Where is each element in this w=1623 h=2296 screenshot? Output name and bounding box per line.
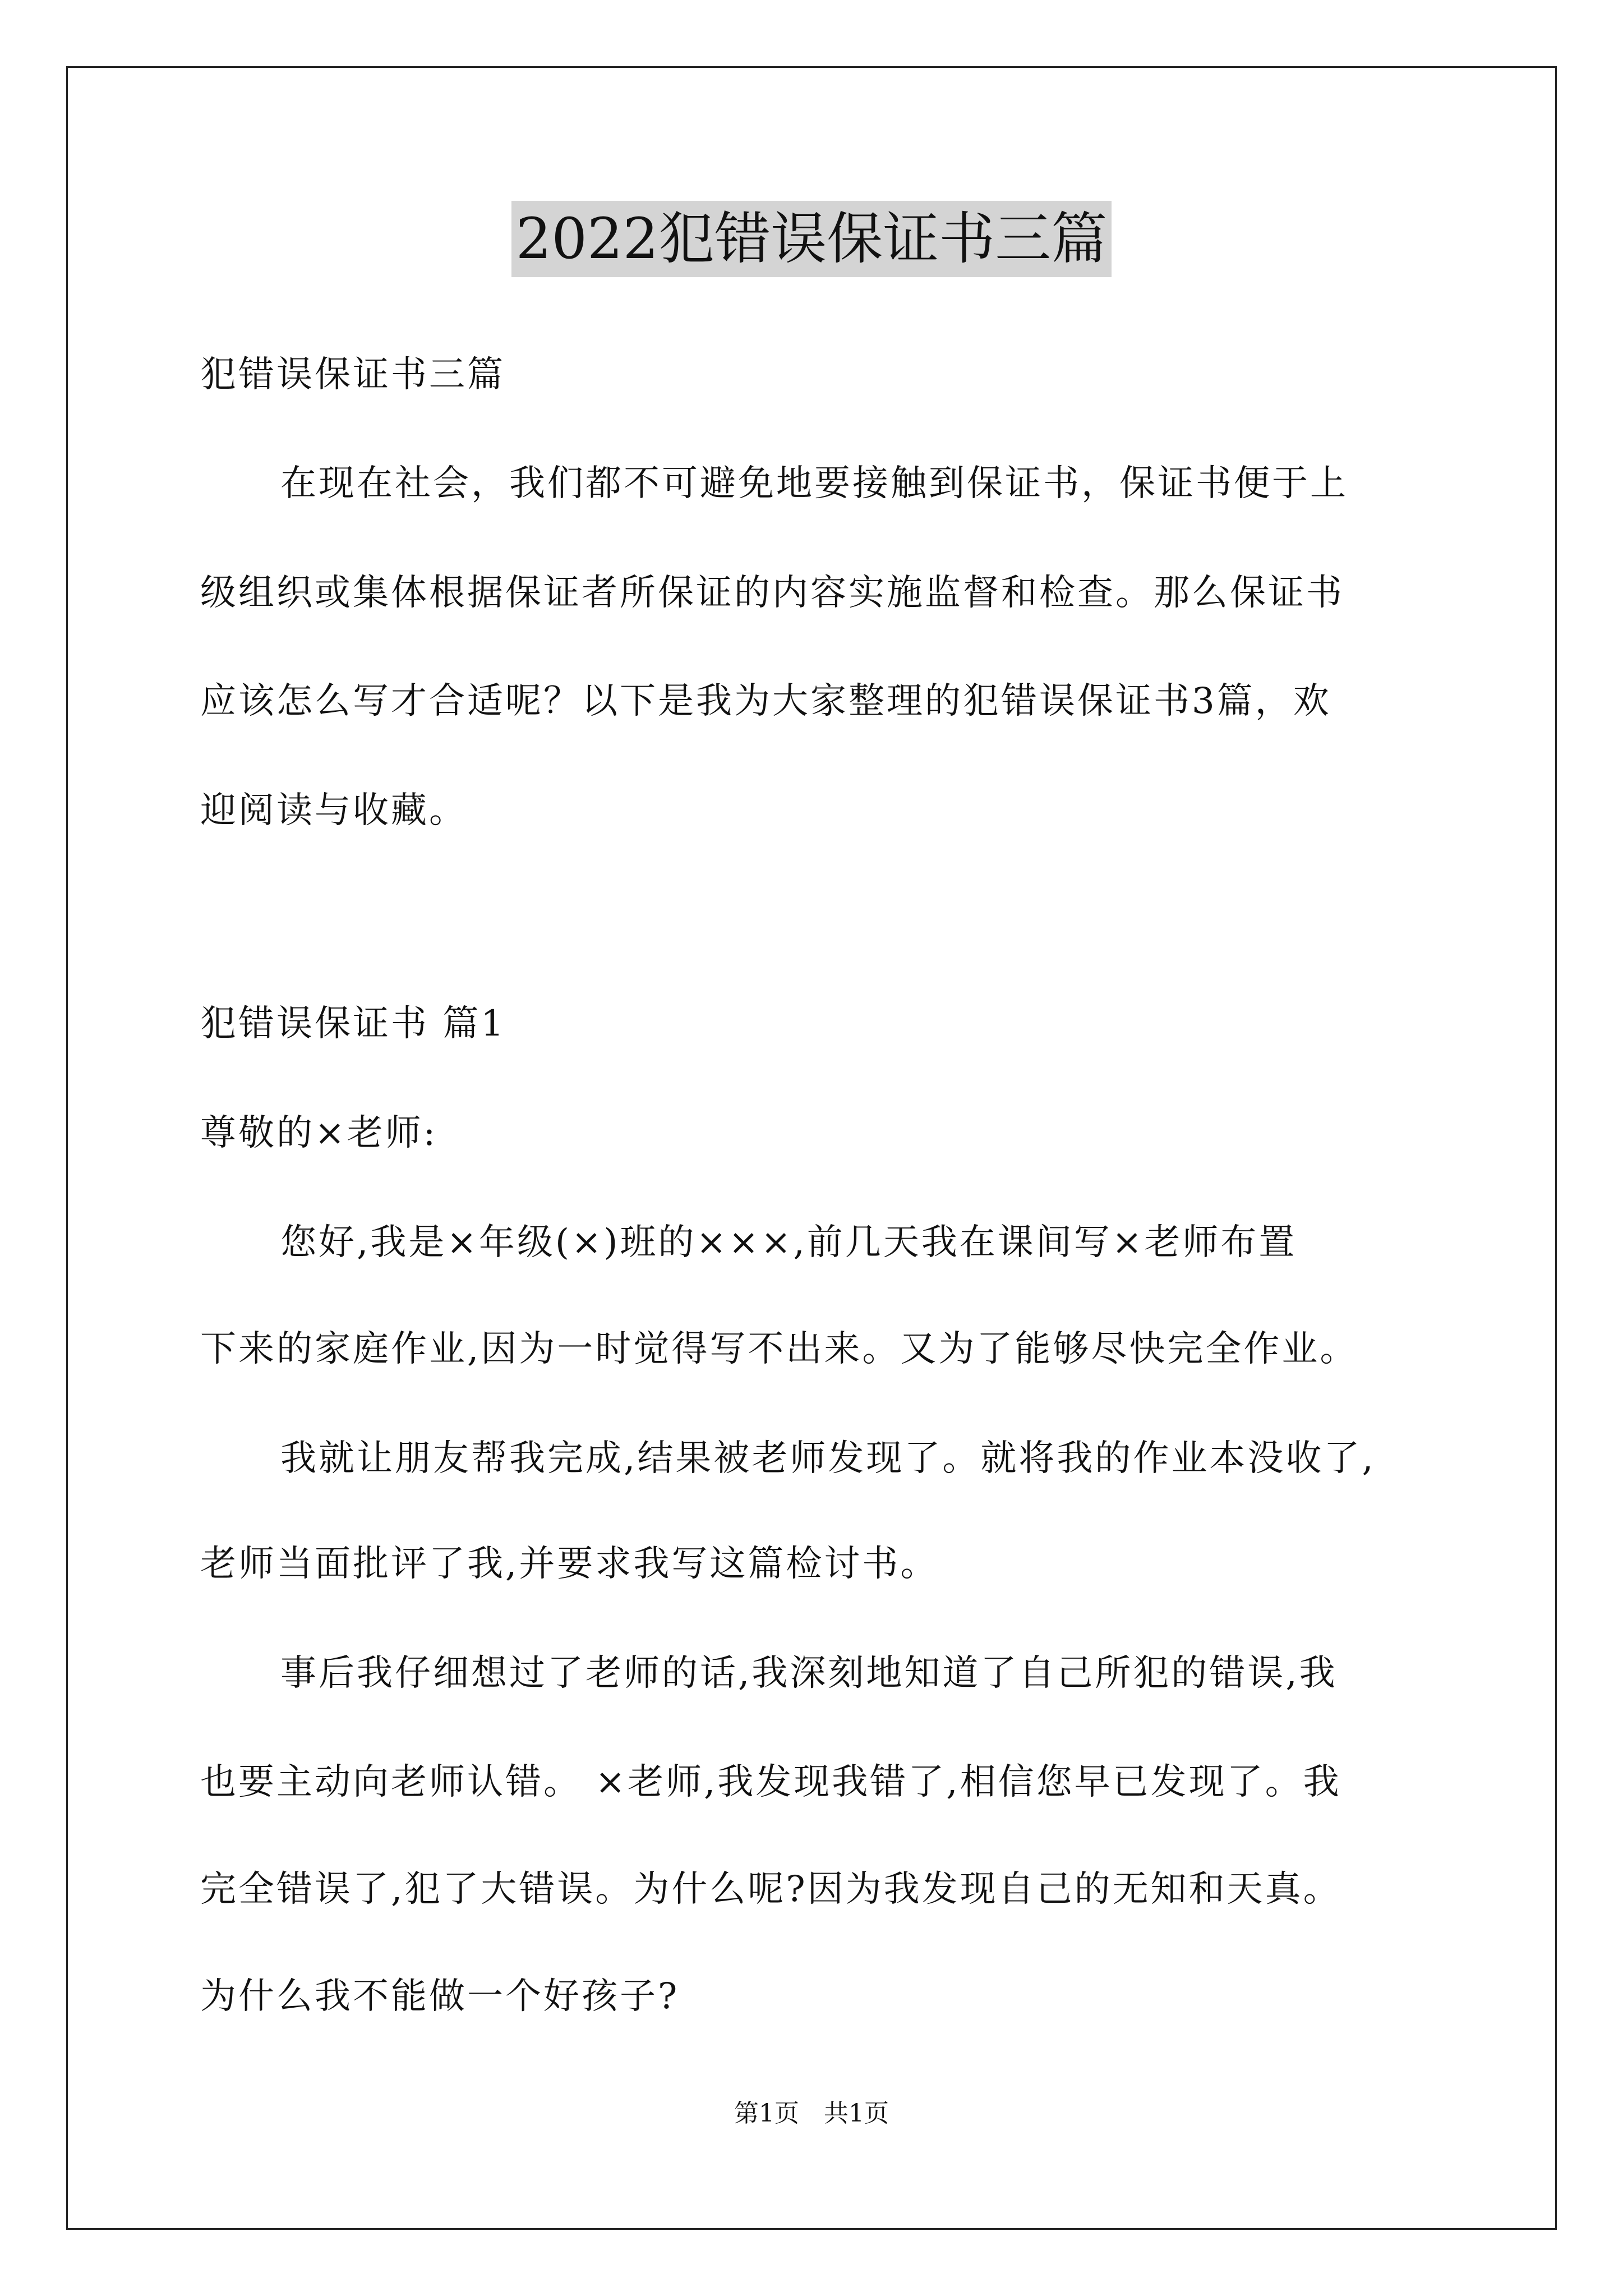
body-line: 老师当面批评了我,并要求我写这篇检讨书。 (200, 1543, 939, 1585)
body-line: 我就让朋友帮我完成,结果被老师发现了。就将我的作业本没收了, (280, 1438, 1376, 1479)
body-line: 迎阅读与收藏。 (200, 790, 467, 831)
section-heading: 犯错误保证书 篇1 (200, 1003, 506, 1045)
page-number-footer: 第1页 共1页 (734, 2099, 889, 2128)
body-line: 完全错误了,犯了大错误。为什么呢?因为我发现自己的无知和天真。 (200, 1869, 1341, 1910)
title-container (0, 201, 1623, 277)
body-line: 级组织或集体根据保证者所保证的内容实施监督和检查。那么保证书 (200, 572, 1344, 614)
body-line: 为什么我不能做一个好孩子? (200, 1976, 680, 2017)
body-line: 在现在社会，我们都不可避免地要接触到保证书，保证书便于上 (280, 463, 1348, 504)
document-title: 2022犯错误保证书三篇 (511, 201, 1112, 277)
body-line: 事后我仔细想过了老师的话,我深刻地知道了自己所犯的错误,我 (280, 1653, 1338, 1694)
body-line: 下来的家庭作业,因为一时觉得写不出来。又为了能够尽快完全作业。 (200, 1328, 1358, 1370)
subtitle-line: 犯错误保证书三篇 (200, 354, 505, 395)
body-line: 也要主动向老师认错。 ×老师,我发现我错了,相信您早已发现了。我 (200, 1761, 1341, 1803)
body-line: 您好,我是×年级(×)班的×××,前几天我在课间写×老师布置 (280, 1222, 1297, 1263)
body-line: 应该怎么写才合适呢？以下是我为大家整理的犯错误保证书3篇，欢 (200, 680, 1331, 722)
salutation: 尊敬的×老师: (200, 1112, 438, 1154)
